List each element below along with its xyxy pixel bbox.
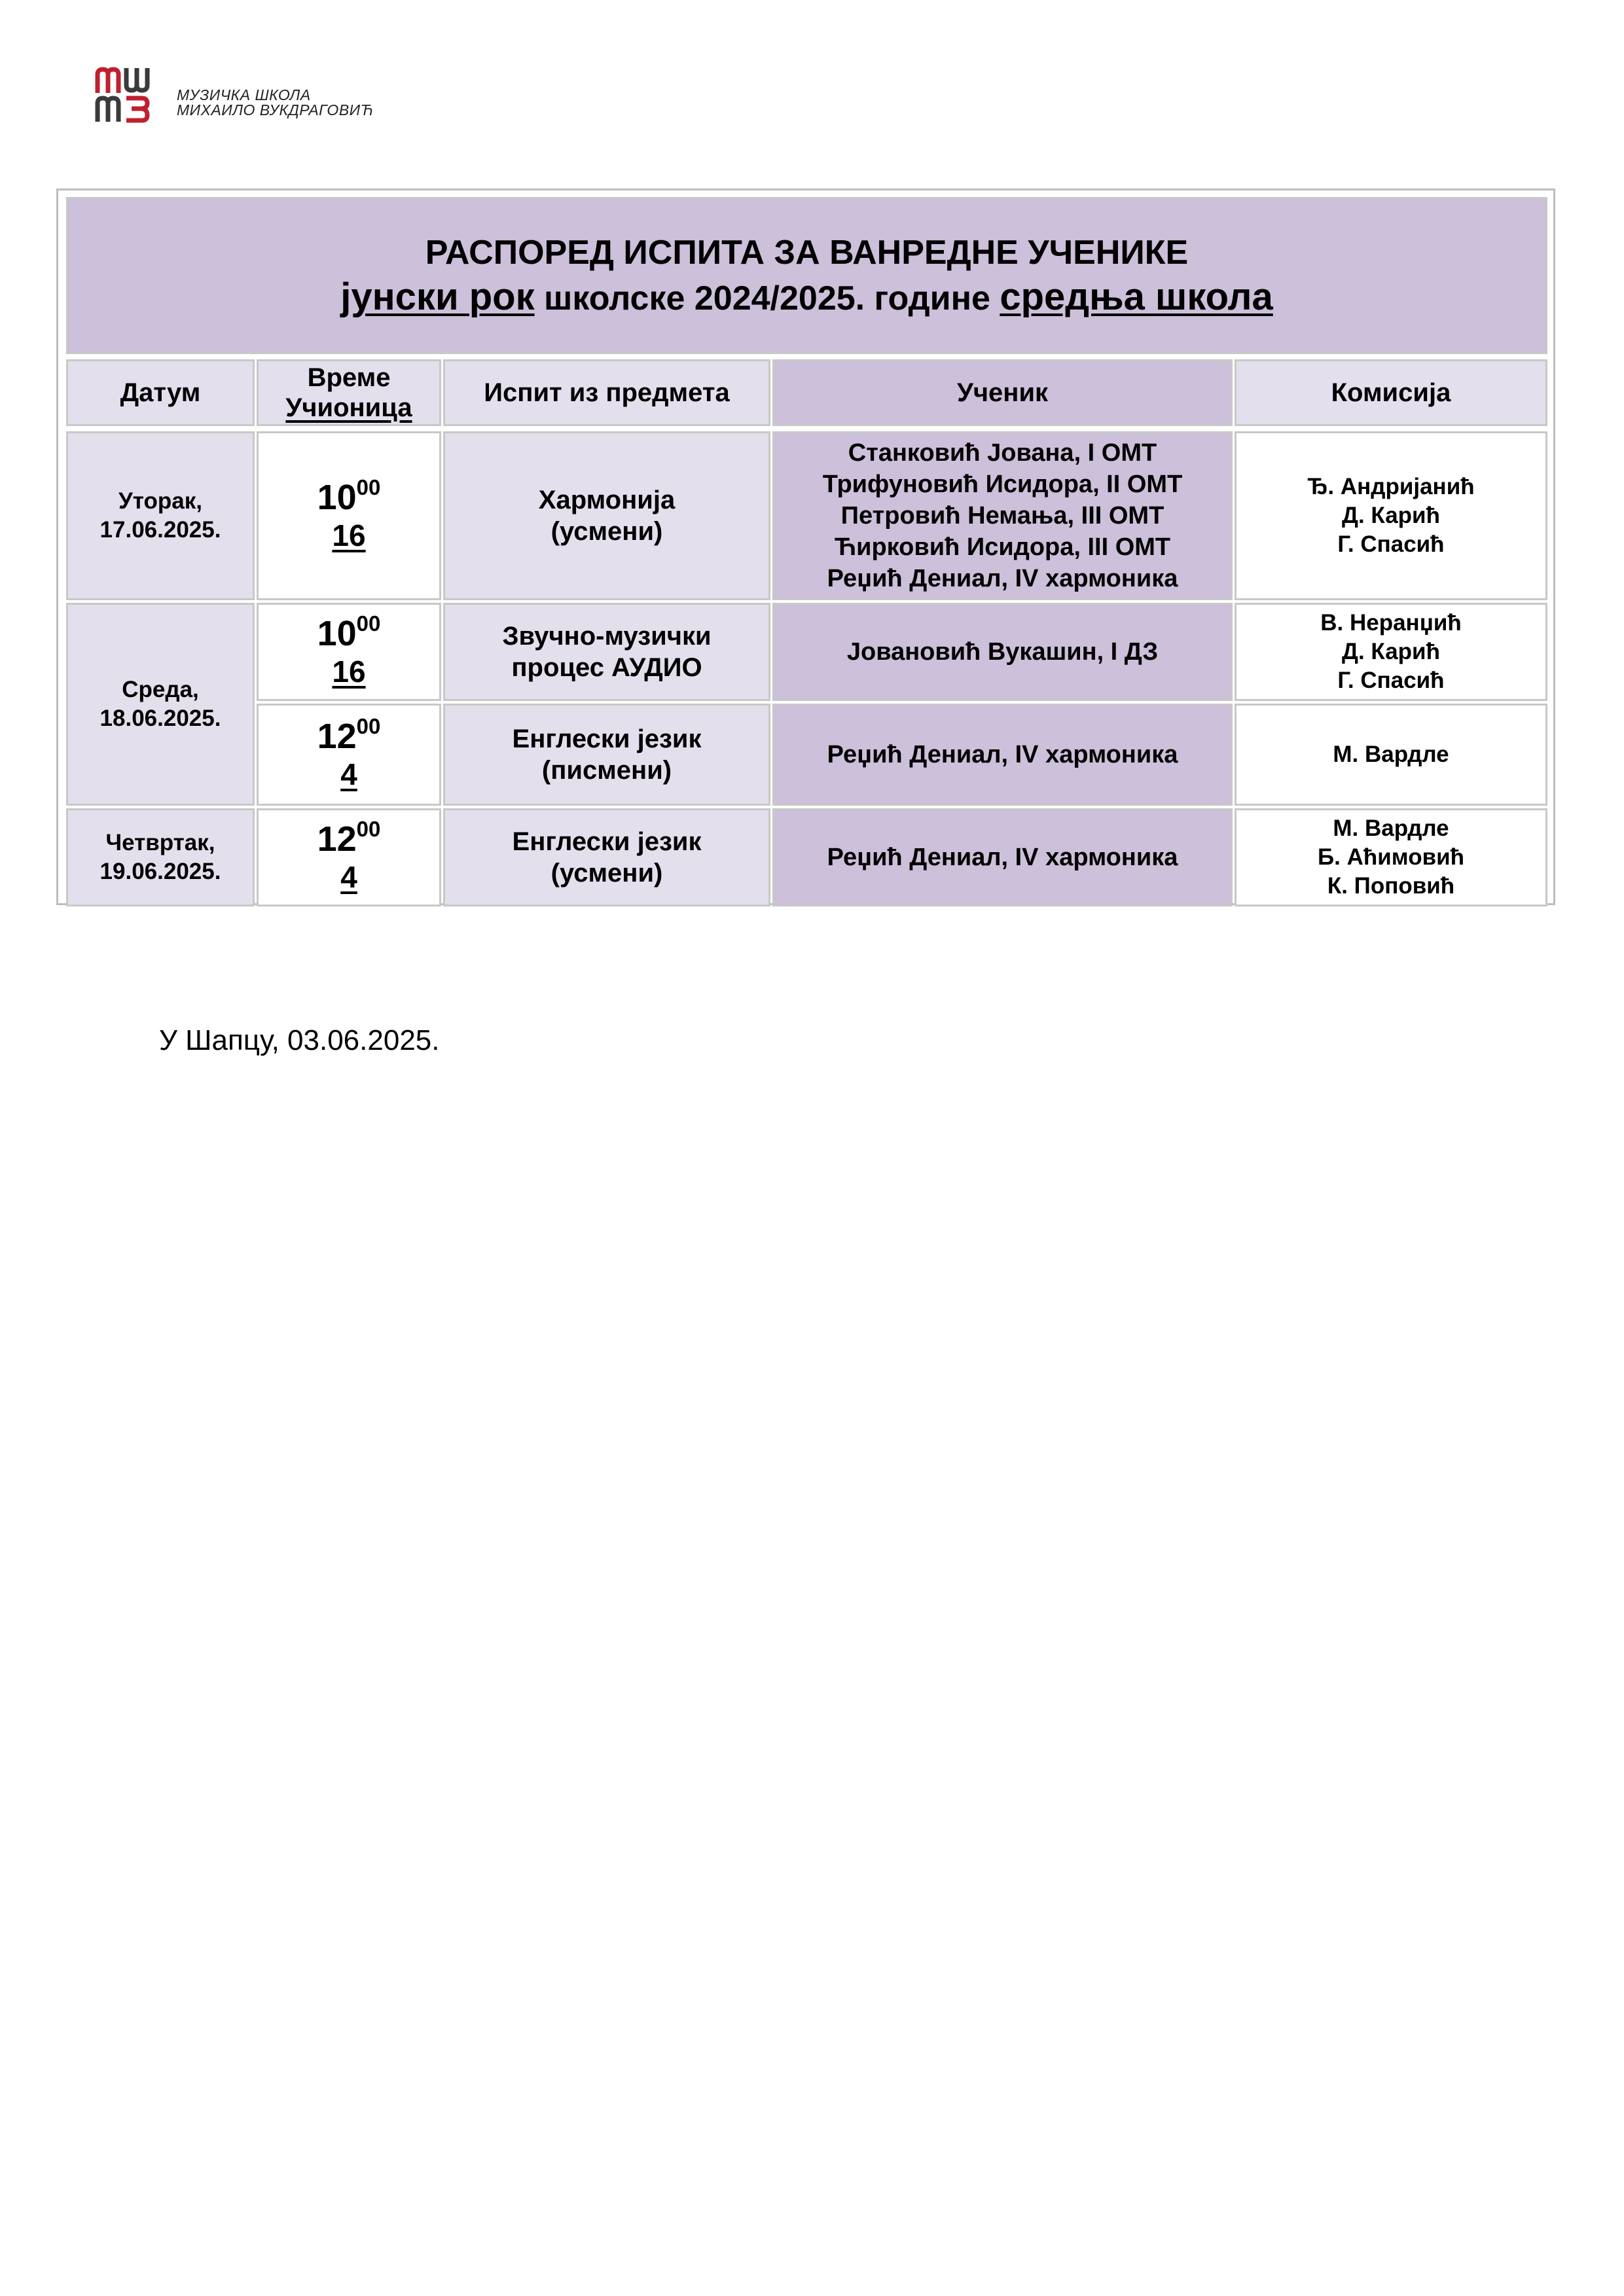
header-date (66, 359, 255, 426)
schedule-subtitle (340, 275, 1273, 321)
row3-committee (1235, 704, 1547, 806)
exam-term: јунски рок (340, 276, 535, 318)
row3-students (772, 704, 1233, 806)
school-level: средња школа (1000, 276, 1273, 318)
row1-time-room (257, 431, 441, 600)
committee-member: Д. Карић (1342, 639, 1440, 664)
header-room-label: Учионица (285, 393, 412, 422)
row3-room: 4 (340, 757, 357, 791)
student-name: Реџић Дениал, IV хармоника (827, 741, 1178, 768)
row1-date-value: 17.06.2025. (99, 517, 221, 543)
header-student (772, 359, 1233, 426)
row3-subject (443, 704, 770, 806)
row4-time: $12^{00}$ (317, 817, 381, 859)
school-year-text: школске 2024/2025. године (534, 279, 1000, 317)
row2-students (772, 603, 1233, 701)
row4-subject (443, 808, 770, 906)
committee-member: Ђ. Андријанић (1307, 474, 1475, 499)
header-subject-label: Испит из предмета (484, 378, 730, 407)
row1-day: Уторак, (118, 488, 202, 514)
row3-subject-line1: Енглески језик (512, 725, 702, 753)
row4-day: Четвртак, (105, 830, 215, 855)
header-time-label: Време (307, 363, 391, 392)
row3-time: $12^{00}$ (317, 714, 381, 756)
row1-students (772, 431, 1233, 600)
header-committee-label: Комисија (1331, 378, 1451, 407)
header-subject (443, 359, 770, 426)
header-date-label: Датум (120, 378, 201, 407)
row2-date-value: 18.06.2025. (99, 706, 221, 731)
committee-member: К. Поповић (1327, 873, 1455, 899)
student-name: Станковић Јована, I ОМТ (848, 439, 1157, 467)
logo-text (177, 88, 374, 118)
row1-time: $10^{00}$ (317, 475, 381, 517)
logo-mark-icon (95, 65, 173, 124)
committee-member: Г. Спасић (1337, 668, 1445, 693)
row2-subject (443, 603, 770, 701)
row3-subject-line2: (писмени) (541, 756, 672, 785)
student-name: Трифуновић Исидора, II ОМТ (822, 471, 1183, 498)
student-name: Ћирковић Исидора, III ОМТ (834, 533, 1171, 561)
row4-subject-line1: Енглески језик (512, 827, 702, 856)
row2-room: 16 (332, 655, 366, 689)
row3-time-room (257, 704, 441, 806)
student-name: Јовановић Вукашин, I ДЗ (846, 638, 1159, 666)
row1-subject (443, 431, 770, 600)
student-name: Реџић Дениал, IV хармоника (827, 844, 1178, 871)
student-name: Петровић Немања, III ОМТ (840, 502, 1164, 529)
row4-time-room (257, 808, 441, 906)
row1-room: 16 (332, 518, 366, 552)
committee-member: М. Вардле (1333, 816, 1449, 841)
committee-member: В. Неранџић (1320, 610, 1462, 636)
committee-member: Г. Спасић (1337, 531, 1445, 557)
row4-date (66, 808, 255, 906)
row1-date (66, 431, 255, 600)
header-committee (1235, 359, 1547, 426)
header-time-room (257, 359, 441, 426)
logo-line-1: МУЗИЧКА ШКОЛА (177, 86, 311, 103)
row1-subject-line1: Хармонија (538, 486, 676, 514)
row4-students (772, 808, 1233, 906)
header-student-label: Ученик (956, 378, 1049, 407)
committee-member: М. Вардле (1333, 742, 1449, 767)
school-logo (95, 65, 389, 124)
row2-time: $10^{00}$ (317, 611, 381, 653)
row2-committee (1235, 603, 1547, 701)
row4-subject-line2: (усмени) (550, 859, 663, 888)
schedule-title: РАСПОРЕД ИСПИТА ЗА ВАНРЕДНЕ УЧЕНИКЕ (425, 234, 1189, 272)
row4-room: 4 (340, 860, 357, 894)
exam-schedule-table (56, 188, 1555, 905)
logo-line-2: МИХАИЛО ВУКДРАГОВИЋ (177, 101, 374, 118)
student-name: Реџић Дениал, IV хармоника (827, 565, 1178, 592)
row4-committee (1235, 808, 1547, 906)
row2-day: Среда, (122, 677, 199, 702)
row2-time-room (257, 603, 441, 701)
row1-subject-line2: (усмени) (550, 517, 663, 546)
schedule-title-cell (66, 197, 1547, 354)
row2-subject-line2: процес АУДИО (511, 653, 702, 682)
committee-member: Б. Аћимовић (1318, 844, 1464, 870)
row2-date (66, 603, 255, 806)
row4-date-value: 19.06.2025. (99, 859, 221, 884)
committee-member: Д. Карић (1342, 503, 1440, 528)
place-date: У Шапцу, 03.06.2025. (159, 1024, 440, 1056)
row2-subject-line1: Звучно-музички (502, 622, 712, 651)
row1-committee (1235, 431, 1547, 600)
